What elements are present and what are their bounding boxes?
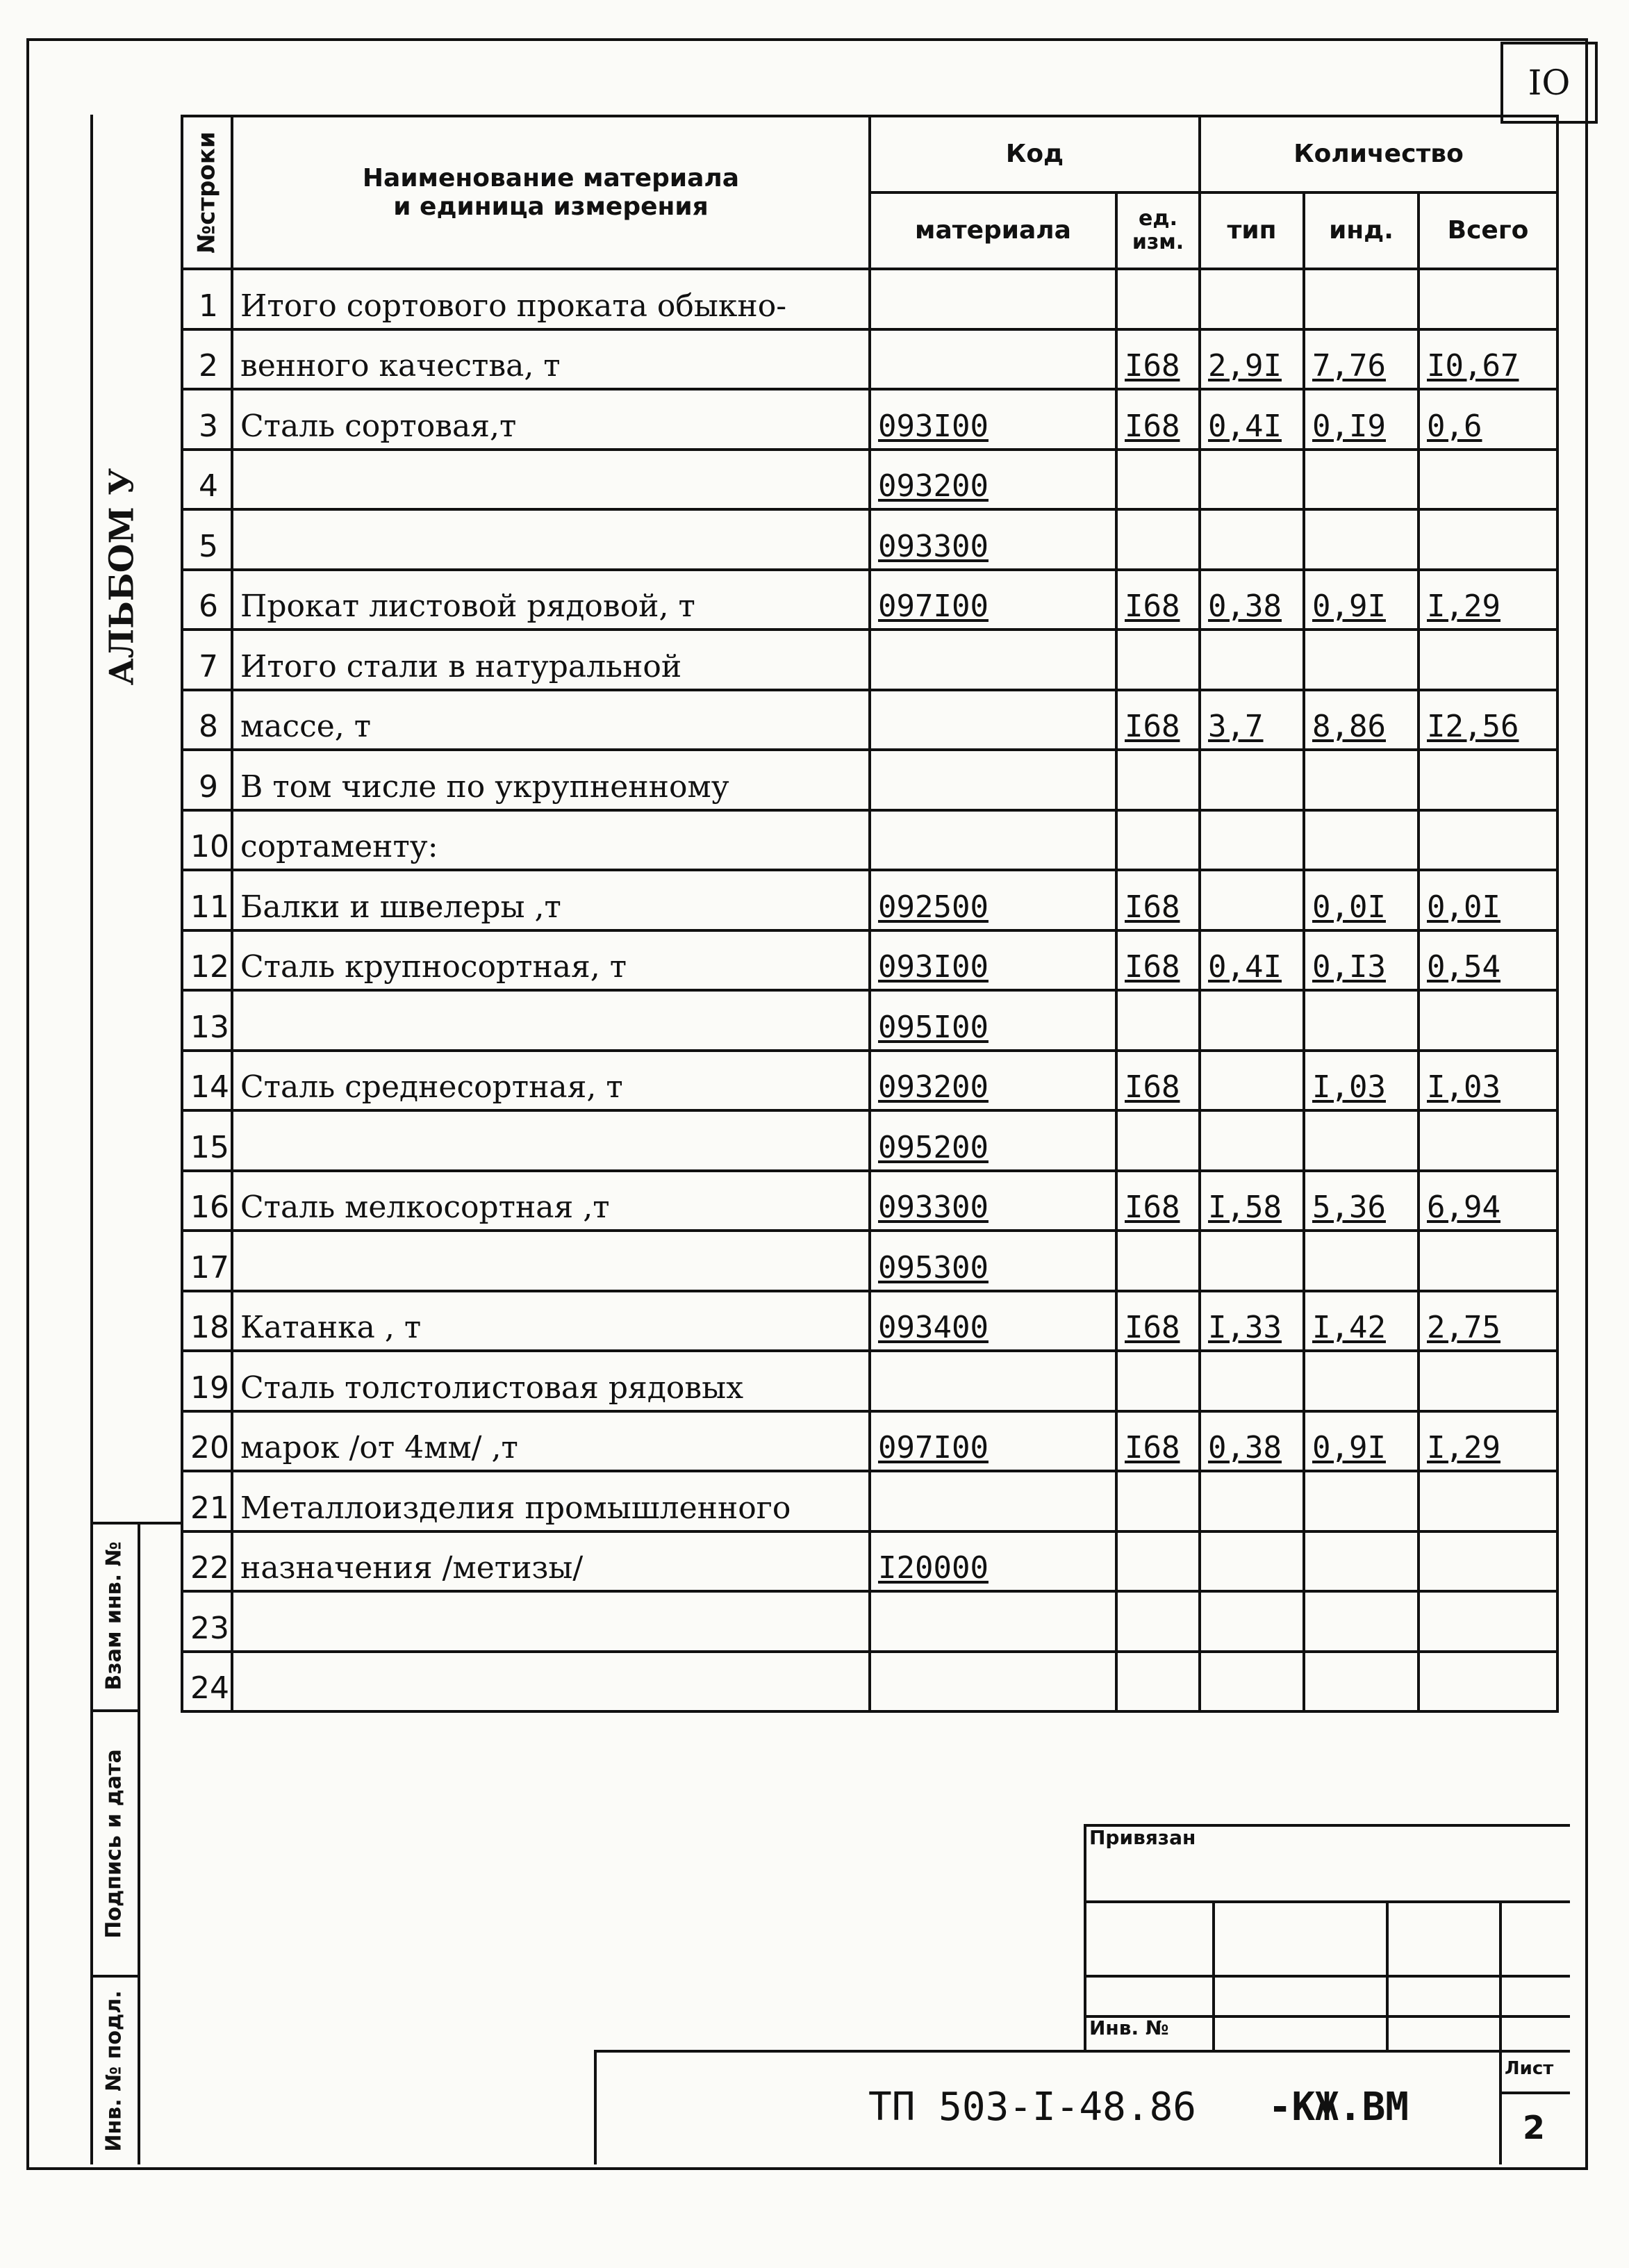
material-name-cell: марок /от 4мм/ ,т (232, 1411, 870, 1472)
unit-code-cell: I68 (1116, 1411, 1200, 1472)
material-code-cell: 095300 (870, 1231, 1116, 1291)
row-number-cell: 7 (182, 630, 232, 690)
material-name-header (232, 116, 870, 269)
table-row (182, 570, 1557, 630)
unit-code-cell: I68 (1116, 1051, 1200, 1111)
code-unit-header: ед. изм. (1116, 192, 1200, 269)
qty-total-cell (1419, 1531, 1557, 1592)
qty-ind-cell (1304, 1110, 1419, 1171)
material-name-cell: Прокат листовой рядовой, т (232, 570, 870, 630)
album-label: АЛЬБОМ У (102, 468, 141, 686)
material-name-cell: массе, т (232, 690, 870, 750)
qty-total-cell (1419, 1110, 1557, 1171)
qty-ind-cell (1304, 810, 1419, 871)
material-name-cell: назначения /метизы/ (232, 1531, 870, 1592)
material-code-cell (870, 1351, 1116, 1411)
row-number-cell: 3 (182, 389, 232, 450)
table-row (182, 389, 1557, 450)
qty-total-cell: I,29 (1419, 570, 1557, 630)
document-code-suffix: -КЖ.ВМ (1268, 2085, 1409, 2130)
material-name-cell (232, 1110, 870, 1171)
row-number-cell: 24 (182, 1652, 232, 1712)
material-name-header-line1: Наименование материала (362, 163, 740, 192)
row-number-cell: 1 (182, 269, 232, 329)
sheet-number: 2 (1523, 2109, 1546, 2146)
material-name-cell (232, 450, 870, 510)
row-number-cell: 20 (182, 1411, 232, 1472)
qty-total-cell (1419, 990, 1557, 1051)
qty-total-cell (1419, 450, 1557, 510)
unit-code-cell: I68 (1116, 1291, 1200, 1351)
qty-ind-cell: 7,76 (1304, 329, 1419, 390)
qty-ind-header: инд. (1304, 192, 1419, 269)
qty-ind-cell: 0,I9 (1304, 389, 1419, 450)
qty-type-cell (1200, 990, 1304, 1051)
qty-total-cell: 0,0I (1419, 870, 1557, 930)
qty-total-cell: I,29 (1419, 1411, 1557, 1472)
unit-code-cell (1116, 450, 1200, 510)
material-name-cell: Сталь толстолистовая рядовых (232, 1351, 870, 1411)
qty-ind-cell (1304, 450, 1419, 510)
material-name-cell (232, 1231, 870, 1291)
material-name-cell: Сталь крупносортная, т (232, 930, 870, 991)
material-code-cell: 093400 (870, 1291, 1116, 1351)
qty-ind-cell: 8,86 (1304, 690, 1419, 750)
unit-code-cell: I68 (1116, 930, 1200, 991)
unit-code-cell (1116, 1351, 1200, 1411)
unit-code-cell (1116, 1531, 1200, 1592)
qty-type-cell (1200, 1591, 1304, 1652)
qty-total-cell (1419, 1351, 1557, 1411)
table-row (182, 630, 1557, 690)
row-number-cell: 13 (182, 990, 232, 1051)
row-number-cell: 23 (182, 1591, 232, 1652)
qty-type-cell (1200, 1231, 1304, 1291)
qty-type-cell (1200, 1652, 1304, 1712)
row-number-cell: 10 (182, 810, 232, 871)
material-code-cell: 093I00 (870, 389, 1116, 450)
qty-type-cell: 0,4I (1200, 389, 1304, 450)
unit-code-cell (1116, 1652, 1200, 1712)
material-code-cell (870, 810, 1116, 871)
material-code-cell: 093I00 (870, 930, 1116, 991)
page-number: IO (1500, 42, 1598, 124)
qty-total-header: Всего (1419, 192, 1557, 269)
qty-total-cell (1419, 1231, 1557, 1291)
unit-code-cell: I68 (1116, 389, 1200, 450)
qty-ind-cell (1304, 269, 1419, 329)
qty-ind-cell (1304, 1471, 1419, 1531)
qty-ind-cell (1304, 630, 1419, 690)
table-row (182, 509, 1557, 570)
row-number-cell: 12 (182, 930, 232, 991)
row-number-cell: 6 (182, 570, 232, 630)
row-number-cell: 4 (182, 450, 232, 510)
materials-table (181, 115, 1559, 1713)
qty-total-cell: I2,56 (1419, 690, 1557, 750)
qty-total-cell (1419, 1591, 1557, 1652)
qty-ind-cell: 0,9I (1304, 1411, 1419, 1472)
qty-ind-cell (1304, 1531, 1419, 1592)
qty-type-cell (1200, 810, 1304, 871)
material-code-cell: 093200 (870, 450, 1116, 510)
row-number-cell: 5 (182, 509, 232, 570)
row-number-cell: 21 (182, 1471, 232, 1531)
table-row (182, 870, 1557, 930)
material-code-cell (870, 1652, 1116, 1712)
material-name-cell: Итого стали в натуральной (232, 630, 870, 690)
material-code-cell: 095200 (870, 1110, 1116, 1171)
stamp-inv-podl: Инв. № подл. (90, 1978, 140, 2164)
qty-type-cell (1200, 509, 1304, 570)
document-code-main: ТП 503-I-48.86 (868, 2085, 1197, 2130)
unit-code-cell (1116, 1110, 1200, 1171)
qty-type-cell (1200, 1471, 1304, 1531)
qty-type-cell (1200, 630, 1304, 690)
material-code-cell (870, 630, 1116, 690)
material-name-cell: венного качества, т (232, 329, 870, 390)
row-number-cell: 11 (182, 870, 232, 930)
table-row (182, 1652, 1557, 1712)
qty-type-cell: 0,4I (1200, 930, 1304, 991)
stamp-podpis-data: Подпись и дата (90, 1712, 140, 1978)
row-number-cell: 16 (182, 1171, 232, 1231)
material-name-header-line2: и единица измерения (393, 192, 709, 221)
qty-type-header: тип (1200, 192, 1304, 269)
qty-type-cell (1200, 1531, 1304, 1592)
table-row (182, 750, 1557, 810)
qty-total-cell (1419, 810, 1557, 871)
material-code-cell: 097I00 (870, 570, 1116, 630)
qty-ind-cell (1304, 1351, 1419, 1411)
table-row (182, 1171, 1557, 1231)
material-name-cell (232, 1652, 870, 1712)
qty-type-cell (1200, 1051, 1304, 1111)
qty-total-cell: I,03 (1419, 1051, 1557, 1111)
qty-ind-cell: 5,36 (1304, 1171, 1419, 1231)
material-name-cell: сортаменту: (232, 810, 870, 871)
unit-code-cell: I68 (1116, 690, 1200, 750)
qty-total-cell: 0,54 (1419, 930, 1557, 991)
table-row (182, 1110, 1557, 1171)
unit-code-cell (1116, 1231, 1200, 1291)
unit-code-cell (1116, 630, 1200, 690)
unit-code-cell (1116, 269, 1200, 329)
unit-code-cell (1116, 990, 1200, 1051)
qty-total-cell: I0,67 (1419, 329, 1557, 390)
unit-code-cell: I68 (1116, 329, 1200, 390)
document-code (868, 2085, 1409, 2130)
table-row (182, 930, 1557, 991)
qty-type-cell: 3,7 (1200, 690, 1304, 750)
table-row (182, 269, 1557, 329)
table-row (182, 1051, 1557, 1111)
unit-code-cell (1116, 810, 1200, 871)
table-row (182, 690, 1557, 750)
table-row (182, 329, 1557, 390)
material-code-cell (870, 1471, 1116, 1531)
unit-code-cell (1116, 509, 1200, 570)
stamp-vzam-inv: Взам инв. № (90, 1522, 140, 1712)
material-code-cell (870, 1591, 1116, 1652)
code-group-header: Код (870, 116, 1200, 192)
qty-ind-cell: I,42 (1304, 1291, 1419, 1351)
qty-total-cell (1419, 750, 1557, 810)
unit-code-cell (1116, 1591, 1200, 1652)
table-row (182, 1471, 1557, 1531)
unit-code-cell: I68 (1116, 570, 1200, 630)
qty-ind-cell (1304, 750, 1419, 810)
qty-ind-cell (1304, 1591, 1419, 1652)
materials-rows (182, 269, 1557, 1711)
table-row (182, 1351, 1557, 1411)
privyazan-label: Привязан (1089, 1826, 1196, 1849)
row-number-cell: 8 (182, 690, 232, 750)
material-code-cell: 095I00 (870, 990, 1116, 1051)
material-name-cell (232, 990, 870, 1051)
material-name-cell: Сталь среднесортная, т (232, 1051, 870, 1111)
table-row (182, 1531, 1557, 1592)
qty-total-cell (1419, 269, 1557, 329)
material-name-cell: Сталь мелкосортная ,т (232, 1171, 870, 1231)
qty-ind-cell: 0,0I (1304, 870, 1419, 930)
material-code-cell: 093200 (870, 1051, 1116, 1111)
inv-number-label: Инв. № (1089, 2016, 1169, 2039)
code-material-header: материала (870, 192, 1116, 269)
material-code-cell (870, 690, 1116, 750)
table-row (182, 990, 1557, 1051)
qty-type-cell (1200, 269, 1304, 329)
qty-total-cell: 0,6 (1419, 389, 1557, 450)
table-row (182, 1591, 1557, 1652)
qty-ind-cell (1304, 509, 1419, 570)
unit-code-cell (1116, 1471, 1200, 1531)
material-name-cell: Катанка , т (232, 1291, 870, 1351)
table-row (182, 1411, 1557, 1472)
unit-code-cell: I68 (1116, 1171, 1200, 1231)
qty-ind-cell: I,03 (1304, 1051, 1419, 1111)
unit-code-cell (1116, 750, 1200, 810)
table-row (182, 810, 1557, 871)
material-code-cell: 093300 (870, 509, 1116, 570)
quantity-group-header: Количество (1200, 116, 1557, 192)
qty-total-cell (1419, 1471, 1557, 1531)
qty-ind-cell (1304, 1652, 1419, 1712)
row-number-cell: 18 (182, 1291, 232, 1351)
table-row (182, 1291, 1557, 1351)
row-number-cell: 22 (182, 1531, 232, 1592)
material-name-cell: В том числе по укрупненному (232, 750, 870, 810)
material-name-cell: Балки и швелеры ,т (232, 870, 870, 930)
material-name-cell: Итого сортового проката обыкно- (232, 269, 870, 329)
row-number-cell: 2 (182, 329, 232, 390)
qty-total-cell: 6,94 (1419, 1171, 1557, 1231)
row-number-cell: 9 (182, 750, 232, 810)
qty-total-cell: 2,75 (1419, 1291, 1557, 1351)
material-code-cell: 093300 (870, 1171, 1116, 1231)
row-number-cell: 19 (182, 1351, 232, 1411)
row-number-cell: 15 (182, 1110, 232, 1171)
material-code-cell: 092500 (870, 870, 1116, 930)
material-code-cell: 097I00 (870, 1411, 1116, 1472)
material-code-cell (870, 269, 1116, 329)
table-row (182, 1231, 1557, 1291)
sheet-label: Лист (1505, 2058, 1554, 2079)
qty-type-cell (1200, 870, 1304, 930)
material-name-cell: Сталь сортовая,т (232, 389, 870, 450)
row-number-cell: 17 (182, 1231, 232, 1291)
material-name-cell: Металлоизделия промышленного (232, 1471, 870, 1531)
qty-type-cell: I,33 (1200, 1291, 1304, 1351)
qty-type-cell: 2,9I (1200, 329, 1304, 390)
qty-type-cell: 0,38 (1200, 1411, 1304, 1472)
qty-type-cell (1200, 1351, 1304, 1411)
material-code-cell (870, 750, 1116, 810)
qty-ind-cell (1304, 990, 1419, 1051)
material-name-cell (232, 1591, 870, 1652)
qty-ind-cell (1304, 1231, 1419, 1291)
row-number-cell: 14 (182, 1051, 232, 1111)
qty-ind-cell: 0,9I (1304, 570, 1419, 630)
material-name-cell (232, 509, 870, 570)
qty-type-cell (1200, 450, 1304, 510)
qty-total-cell (1419, 1652, 1557, 1712)
qty-total-cell (1419, 630, 1557, 690)
unit-code-cell: I68 (1116, 870, 1200, 930)
qty-ind-cell: 0,I3 (1304, 930, 1419, 991)
qty-type-cell: I,58 (1200, 1171, 1304, 1231)
row-number-header: №строки (182, 116, 232, 269)
qty-type-cell (1200, 750, 1304, 810)
qty-total-cell (1419, 509, 1557, 570)
qty-type-cell: 0,38 (1200, 570, 1304, 630)
material-code-cell (870, 329, 1116, 390)
material-code-cell: I20000 (870, 1531, 1116, 1592)
qty-type-cell (1200, 1110, 1304, 1171)
table-row (182, 450, 1557, 510)
